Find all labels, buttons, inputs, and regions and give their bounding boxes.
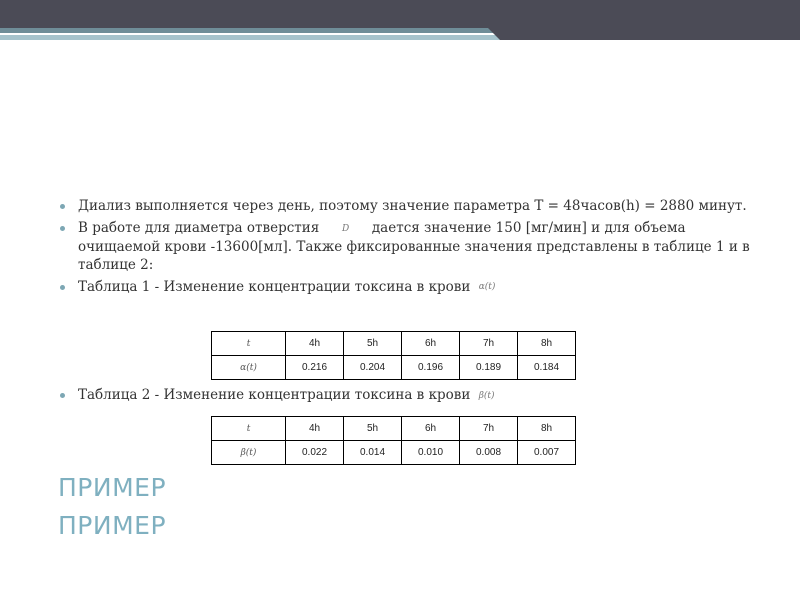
table-header-cell: 4h bbox=[286, 332, 344, 356]
bullet-text: дается значение 150 [мг/мин] и для объема очищаемой крови -13600[мл]. Также фиксированные значения представлены в таблице 1 и в таблице 2: bbox=[78, 220, 750, 273]
table-row bbox=[212, 332, 576, 356]
bullet-table2-caption bbox=[58, 386, 758, 405]
table-cell: 0.022 bbox=[286, 441, 344, 465]
table-row-symbol: β(t) bbox=[212, 441, 286, 465]
bullet-text: В работе для диаметра отверстия bbox=[78, 220, 320, 236]
table-cell: 0.008 bbox=[460, 441, 518, 465]
bullet-list-2 bbox=[58, 386, 758, 409]
table-header-cell: 5h bbox=[344, 332, 402, 356]
table-1 bbox=[211, 331, 576, 380]
alpha-symbol: α(t) bbox=[478, 282, 496, 292]
bullet-text: Диализ выполняется через день, поэтому значение параметра T = 48часов(h) = 2880 минут. bbox=[78, 198, 747, 214]
table-header-symbol: t bbox=[212, 332, 286, 356]
table-header-cell: 8h bbox=[518, 417, 576, 441]
table-2 bbox=[211, 416, 576, 465]
bullet-table1-caption bbox=[58, 278, 758, 297]
table-row bbox=[212, 356, 576, 380]
table-cell: 0.189 bbox=[460, 356, 518, 380]
table-cell: 0.184 bbox=[518, 356, 576, 380]
table-header-cell: 4h bbox=[286, 417, 344, 441]
bullet-list bbox=[58, 197, 758, 300]
beta-symbol: β(t) bbox=[478, 390, 495, 401]
table-header-symbol: t bbox=[212, 417, 286, 441]
bullet-text: Таблица 2 - Изменение концентрации токсина в крови bbox=[78, 387, 471, 403]
table-cell: 0.204 bbox=[344, 356, 402, 380]
table-row-symbol: α(t) bbox=[212, 356, 286, 380]
table-cell: 0.196 bbox=[402, 356, 460, 380]
table-cell: 0.010 bbox=[402, 441, 460, 465]
example-title-repeat: ПРИМЕР bbox=[58, 511, 167, 540]
table-header-cell: 7h bbox=[460, 332, 518, 356]
table-row bbox=[212, 417, 576, 441]
table-header-cell: 6h bbox=[402, 417, 460, 441]
table-header-cell: 8h bbox=[518, 332, 576, 356]
bullet-diameter bbox=[58, 219, 758, 274]
top-band bbox=[0, 0, 800, 28]
table-header-cell: 5h bbox=[344, 417, 402, 441]
table-row bbox=[212, 441, 576, 465]
table-header-cell: 6h bbox=[402, 332, 460, 356]
table-cell: 0.216 bbox=[286, 356, 344, 380]
table-cell: 0.007 bbox=[518, 441, 576, 465]
example-title: ПРИМЕР bbox=[58, 473, 167, 502]
table-header-cell: 7h bbox=[460, 417, 518, 441]
corner-decoration bbox=[488, 28, 800, 40]
bullet-text: Таблица 1 - Изменение концентрации токсина в крови bbox=[78, 278, 471, 295]
bullet-dialysis bbox=[58, 197, 758, 215]
diameter-symbol: D bbox=[341, 223, 350, 234]
table-cell: 0.014 bbox=[344, 441, 402, 465]
